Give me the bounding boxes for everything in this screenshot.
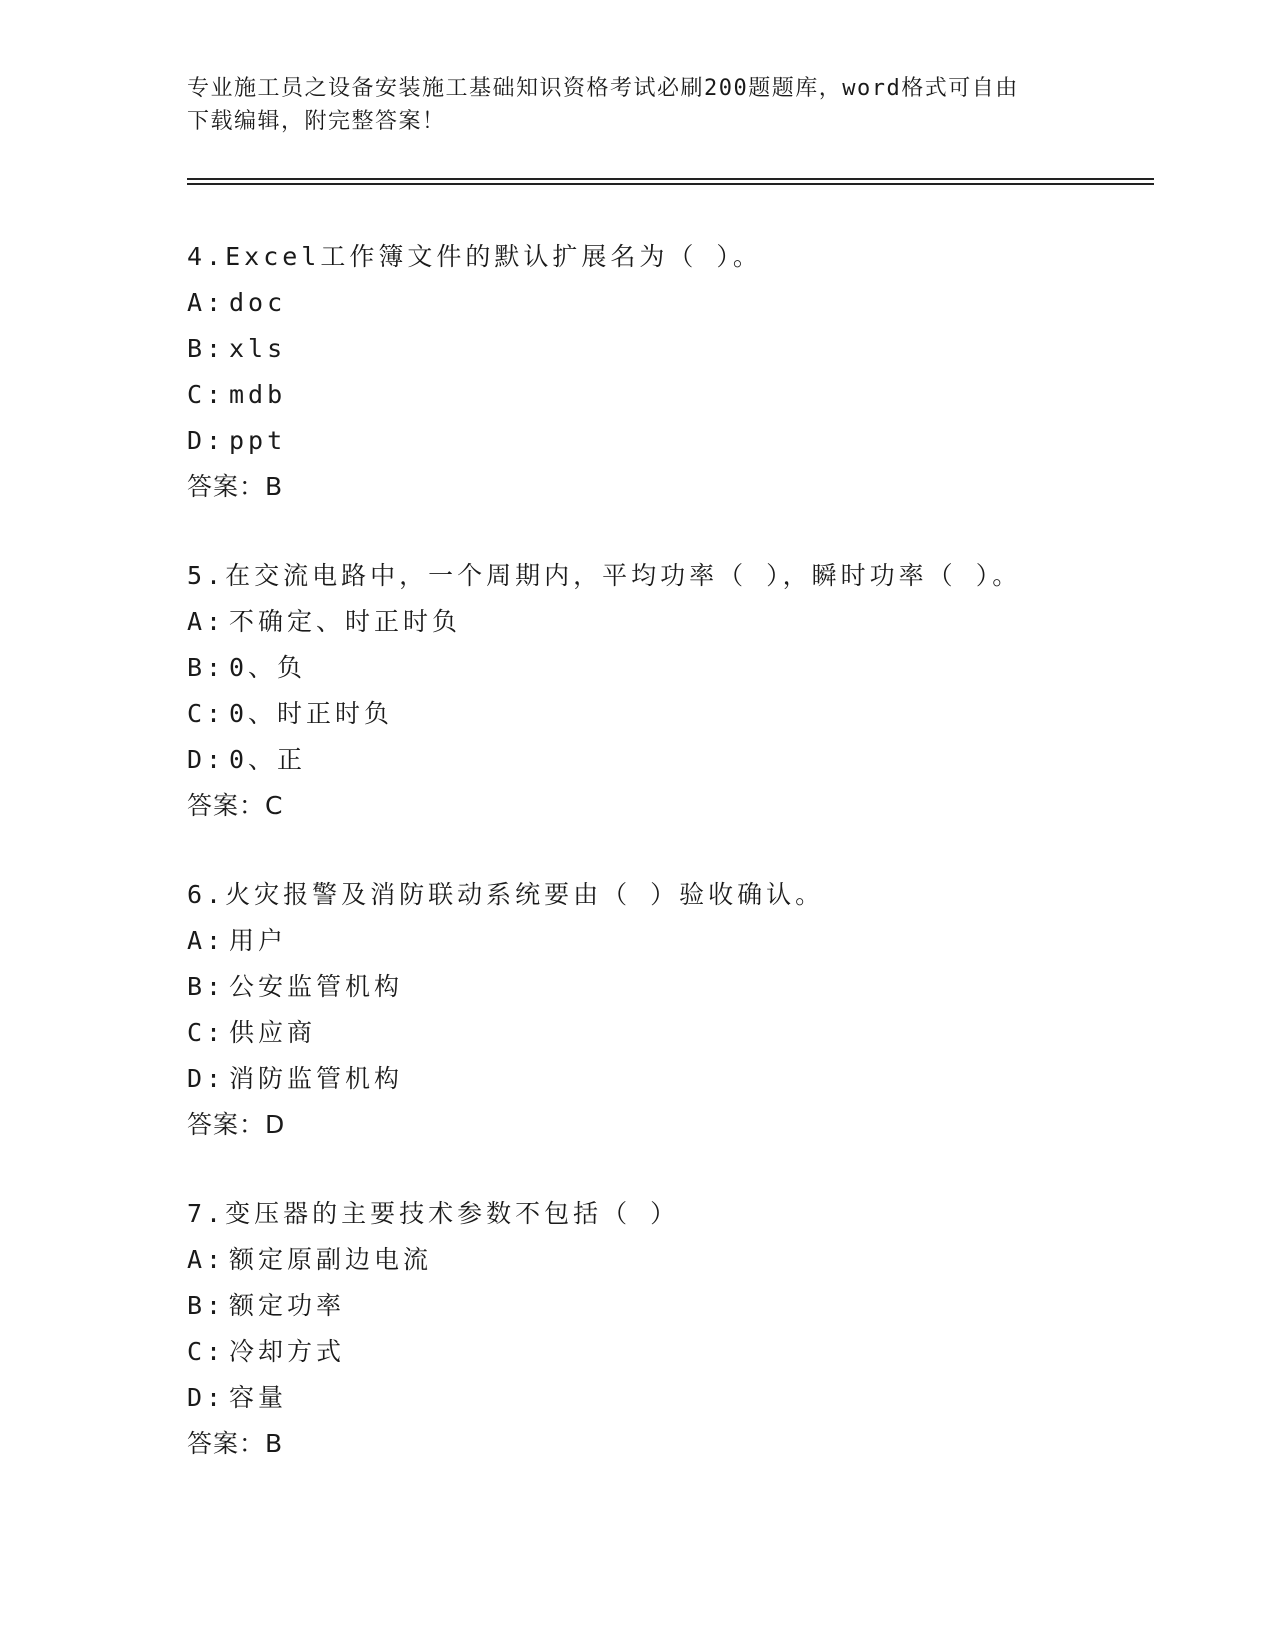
question-7 bbox=[187, 1191, 1147, 1467]
option-key: A: bbox=[187, 607, 226, 636]
header-line-1: 专业施工员之设备安装施工基础知识资格考试必刷200题题库，word格式可自由 bbox=[187, 76, 1019, 101]
option-key: D: bbox=[187, 745, 226, 774]
document-header bbox=[187, 72, 1067, 138]
option-key: D: bbox=[187, 426, 226, 455]
option-text: xls bbox=[229, 334, 287, 363]
option-key: B: bbox=[187, 653, 226, 682]
option-key: B: bbox=[187, 972, 226, 1001]
question-stem: 6.火灾报警及消防联动系统要由（ ）验收确认。 bbox=[187, 880, 825, 909]
option-key: C: bbox=[187, 699, 226, 728]
question-stem: 4.Excel工作簿文件的默认扩展名为（ ）。 bbox=[187, 242, 762, 271]
option-text: 冷却方式 bbox=[229, 1337, 346, 1366]
option-key: B: bbox=[187, 334, 226, 363]
question-stem: 5.在交流电路中，一个周期内，平均功率（ ），瞬时功率（ ）。 bbox=[187, 561, 1022, 590]
option-text: ppt bbox=[229, 426, 287, 455]
question-5 bbox=[187, 553, 1147, 829]
option-c bbox=[187, 691, 1147, 737]
option-key: C: bbox=[187, 1337, 226, 1366]
option-text: 公安监管机构 bbox=[229, 972, 404, 1001]
option-text: 不确定、时正时负 bbox=[229, 607, 462, 636]
option-text: mdb bbox=[229, 380, 287, 409]
option-key: D: bbox=[187, 1064, 226, 1093]
header-line-2: 下载编辑，附完整答案！ bbox=[187, 109, 446, 134]
question-stem: 7.变压器的主要技术参数不包括（ ） bbox=[187, 1199, 680, 1228]
option-c bbox=[187, 372, 1147, 418]
option-key: C: bbox=[187, 1018, 226, 1047]
option-b bbox=[187, 964, 1147, 1010]
option-key: C: bbox=[187, 380, 226, 409]
option-d bbox=[187, 418, 1147, 464]
option-a bbox=[187, 918, 1147, 964]
answer: 答案：C bbox=[187, 791, 284, 820]
question-6 bbox=[187, 872, 1147, 1148]
option-text: 供应商 bbox=[229, 1018, 317, 1047]
option-key: D: bbox=[187, 1383, 226, 1412]
option-text: 0、时正时负 bbox=[229, 699, 394, 728]
option-a bbox=[187, 1237, 1147, 1283]
option-c bbox=[187, 1329, 1147, 1375]
option-d bbox=[187, 737, 1147, 783]
header-divider-top bbox=[187, 178, 1154, 180]
option-text: 容量 bbox=[229, 1383, 288, 1412]
option-b bbox=[187, 645, 1147, 691]
question-4 bbox=[187, 234, 1147, 510]
option-text: 0、正 bbox=[229, 745, 307, 774]
option-b bbox=[187, 326, 1147, 372]
option-text: 额定原副边电流 bbox=[229, 1245, 433, 1274]
option-d bbox=[187, 1056, 1147, 1102]
answer: 答案：B bbox=[187, 1429, 284, 1458]
option-a bbox=[187, 599, 1147, 645]
option-text: doc bbox=[229, 288, 287, 317]
option-text: 消防监管机构 bbox=[229, 1064, 404, 1093]
answer: 答案：D bbox=[187, 1110, 286, 1139]
option-a bbox=[187, 280, 1147, 326]
answer: 答案：B bbox=[187, 472, 284, 501]
option-key: A: bbox=[187, 1245, 226, 1274]
header-divider-bottom bbox=[187, 183, 1154, 185]
option-key: A: bbox=[187, 926, 226, 955]
option-text: 额定功率 bbox=[229, 1291, 346, 1320]
option-text: 用户 bbox=[229, 926, 288, 955]
option-d bbox=[187, 1375, 1147, 1421]
option-key: A: bbox=[187, 288, 226, 317]
option-text: 0、负 bbox=[229, 653, 307, 682]
option-key: B: bbox=[187, 1291, 226, 1320]
option-c bbox=[187, 1010, 1147, 1056]
option-b bbox=[187, 1283, 1147, 1329]
